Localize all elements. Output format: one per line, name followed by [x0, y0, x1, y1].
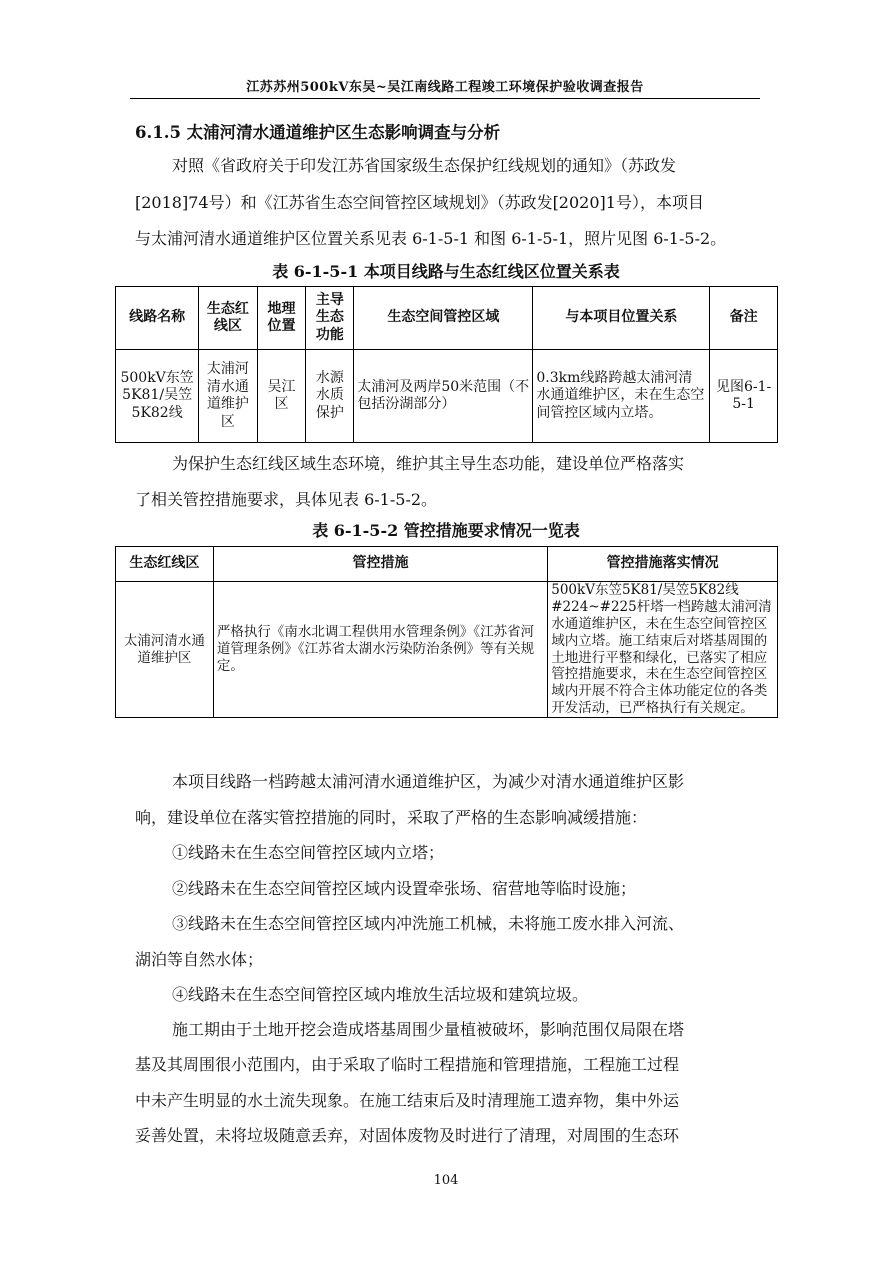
table-row [116, 582, 778, 718]
header-cell: 生态红线区 [116, 547, 214, 582]
middle-line: 了相关管控措施要求，具体见表 6-1-5-2。 [135, 490, 438, 509]
table-header-row [116, 287, 778, 350]
table-cell: 500kV东笠5K81/吴笠5K82线#224~#225杆塔一档跨越太浦河清水通道维护区，未在生态空间管控区域内立塔。施工结束后对塔基周围的土地进行平整和绿化，已落实了相应管控措施要求，未在生态空间管控区域内开展不符合主体功能定位的各类开发活动，已严格执行有关规定。 [548, 582, 778, 718]
location-relation-table [115, 286, 778, 443]
header-cell: 主导生态功能 [306, 287, 354, 350]
intro-line: 与太浦河清水通道维护区位置关系见表 6-1-5-1 和图 6-1-5-1，照片见图 6-1-5-2。 [135, 229, 727, 248]
intro-line: 对照《省政府关于印发江苏省国家级生态保护红线规划的通知》（苏政发 [172, 156, 677, 175]
body-line: ②线路未在生态空间管控区域内设置牵张场、宿营地等临时设施； [172, 879, 637, 898]
header-cell: 备注 [710, 287, 778, 350]
header-cell: 管控措施落实情况 [548, 547, 778, 582]
header-cell: 管控措施 [213, 547, 547, 582]
section-title: 6.1.5 太浦河清水通道维护区生态影响调查与分析 [135, 123, 501, 142]
body-line: 妥善处置，未将垃圾随意丢弃，对固体废物及时进行了清理，对周围的生态环 [135, 1126, 680, 1145]
header-cell: 生态空间管控区域 [354, 287, 533, 350]
intro-line: [2018]74号）和《江苏省生态空间管控区域规划》（苏政发[2020]1号），本项目 [135, 193, 704, 212]
middle-line: 为保护生态红线区域生态环境，维护其主导生态功能，建设单位严格落实 [172, 454, 685, 473]
body-line: ④线路未在生态空间管控区域内堆放生活垃圾和建筑垃圾。 [172, 985, 589, 1004]
header-cell: 生态红线区 [199, 287, 257, 350]
body-line: 本项目线路一档跨越太浦河清水通道维护区，为减少对清水通道维护区影 [172, 772, 685, 791]
table-row [116, 350, 778, 443]
table-cell: 见图6-1-5-1 [710, 350, 778, 443]
control-measures-table [115, 546, 778, 718]
body-line: 基及其周围很小范围内，由于采取了临时工程措施和管理措施，工程施工过程 [135, 1055, 680, 1074]
page-number: 104 [433, 1173, 459, 1188]
table-cell: 太浦河清水通道维护区 [199, 350, 257, 443]
table-cell: 太浦河清水通道维护区 [116, 582, 214, 718]
table-cell: 500kV东笠5K81/吴笠5K82线 [116, 350, 199, 443]
table-cell: 0.3km线路跨越太浦河清水通道维护区，未在生态空间管控区域内立塔。 [533, 350, 710, 443]
table-cell: 吴江区 [257, 350, 306, 443]
table-cell: 水源水质保护 [306, 350, 354, 443]
table-cell: 严格执行《南水北调工程供用水管理条例》《江苏省河道管理条例》《江苏省太湖水污染防治条例》等有关规定。 [213, 582, 547, 718]
header-cell: 线路名称 [116, 287, 199, 350]
body-line: ③线路未在生态空间管控区域内冲洗施工机械，未将施工废水排入河流、 [172, 914, 685, 933]
table2-caption: 表 6-1-5-2 管控措施要求情况一览表 [312, 521, 580, 540]
body-line: ①线路未在生态空间管控区域内立塔； [172, 843, 445, 862]
header-cell: 与本项目位置关系 [533, 287, 710, 350]
body-line: 响，建设单位在落实管控措施的同时，采取了严格的生态影响减缓措施： [135, 808, 648, 827]
table-header-row [116, 547, 778, 582]
body-line: 中未产生明显的水土流失现象。在施工结束后及时清理施工遗弃物，集中外运 [135, 1091, 680, 1110]
header-rule [130, 98, 760, 99]
body-line: 施工期由于土地开挖会造成塔基周围少量植被破坏，影响范围仅局限在塔 [172, 1020, 685, 1039]
page-header: 江苏苏州500kV东吴~吴江南线路工程竣工环境保护验收调查报告 [246, 80, 644, 95]
header-cell: 地理位置 [257, 287, 306, 350]
table-cell: 太浦河及两岸50米范围（不包括汾湖部分） [354, 350, 533, 443]
table1-caption: 表 6-1-5-1 本项目线路与生态红线区位置关系表 [272, 262, 620, 281]
body-line: 湖泊等自然水体； [135, 950, 264, 969]
